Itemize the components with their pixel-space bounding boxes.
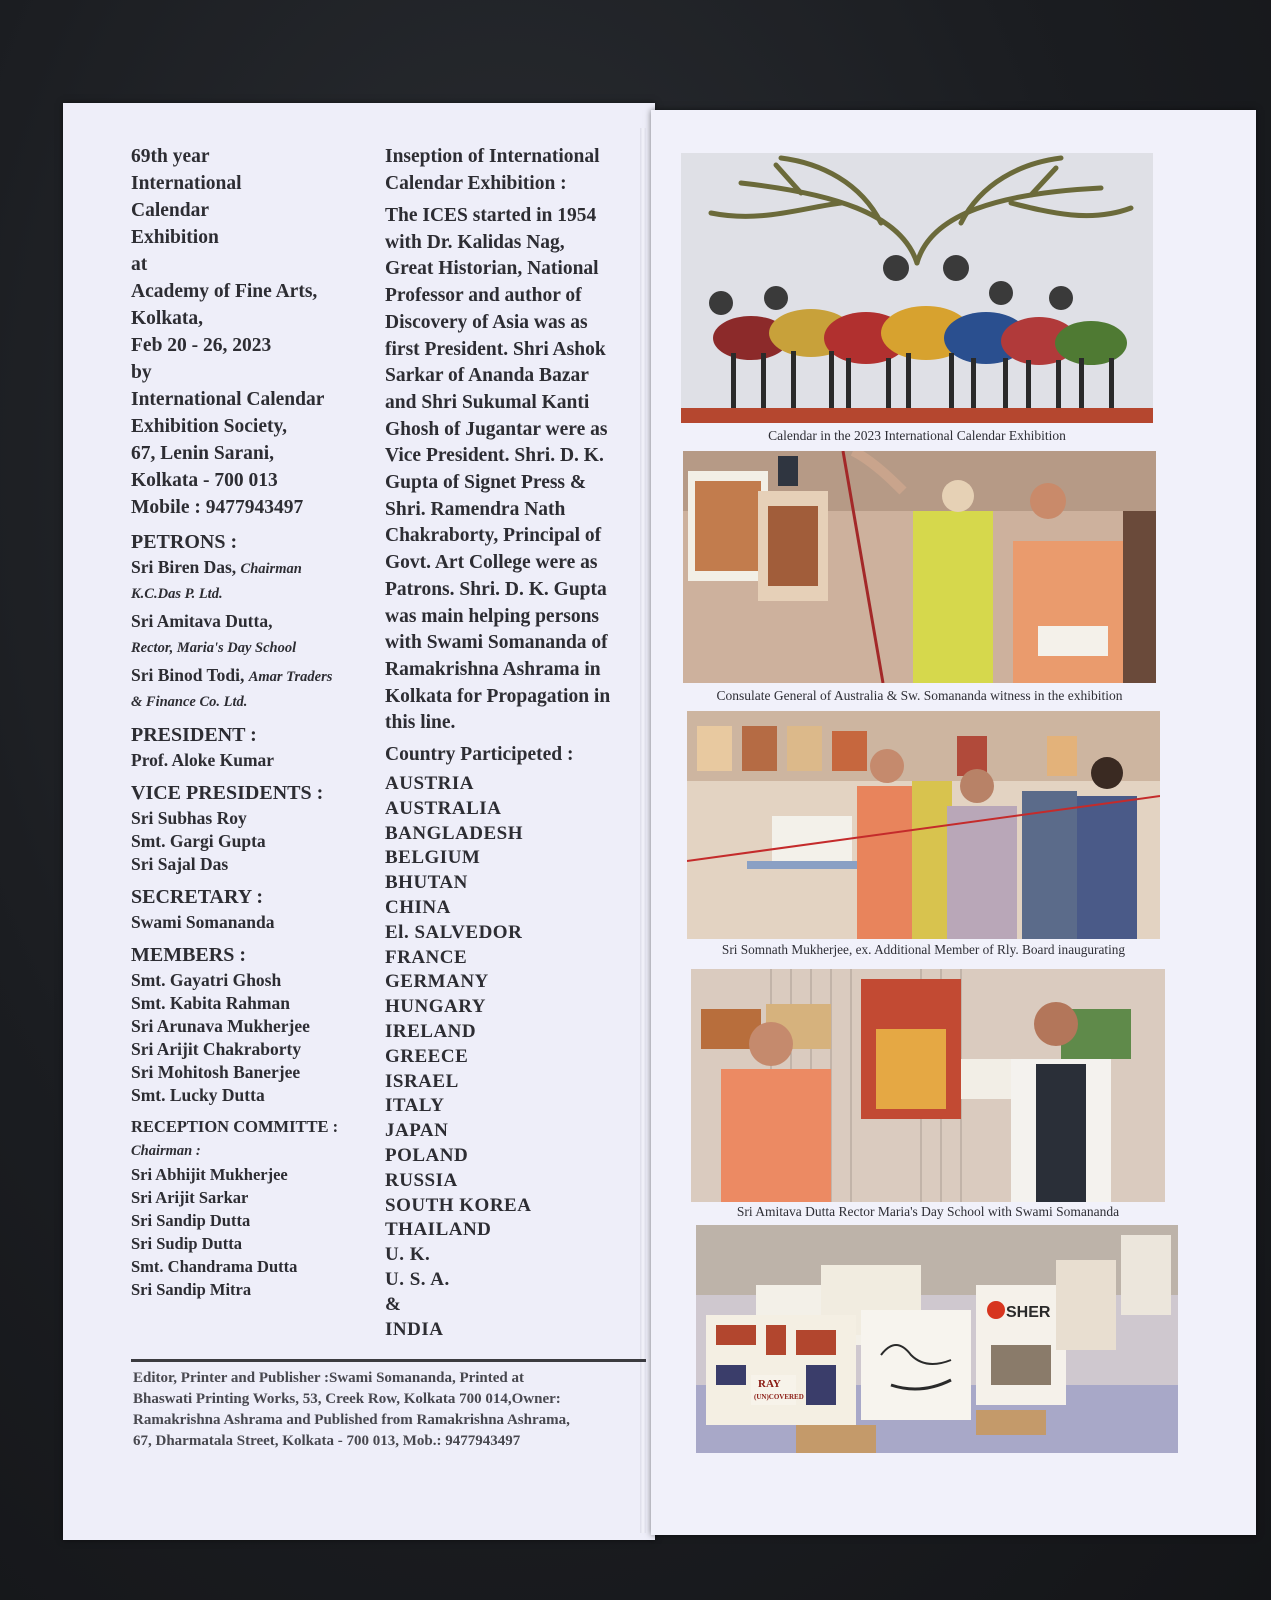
country-item: AUSTRALIA — [385, 797, 502, 819]
country-item: El. SALVEDOR — [385, 921, 523, 943]
info-line: International Calendar — [131, 389, 325, 410]
reception-chair-label: Chairman : — [131, 1143, 201, 1159]
reception-name: Sri Abhijit Mukherjee — [131, 1165, 288, 1184]
country-item: SOUTH KOREA — [385, 1194, 532, 1216]
country-item: ITALY — [385, 1095, 445, 1117]
body-line: Ramakrishna Ashrama in — [385, 658, 601, 680]
info-line: Academy of Fine Arts, — [131, 281, 318, 302]
vice-president-name: Sri Subhas Roy — [131, 808, 247, 828]
vice-president-name: Smt. Gargi Gupta — [131, 831, 266, 851]
photo-caption: Sri Amitava Dutta Rector Maria's Day School with Swami Somananda — [736, 1204, 1120, 1219]
patron-name: Sri Amitava Dutta, — [131, 611, 273, 631]
country-item: AUSTRIA — [385, 773, 475, 795]
deer-painting-photo — [681, 153, 1153, 423]
member-name: Smt. Kabita Rahman — [131, 993, 290, 1013]
body-line: Vice President. Shri. D. K. — [385, 445, 604, 467]
footer-line: Editor, Printer and Publisher :Swami Somananda, Printed at — [133, 1370, 525, 1386]
country-item: GREECE — [385, 1045, 469, 1067]
body-line: this line. — [385, 712, 456, 734]
member-name: Smt. Lucky Dutta — [131, 1085, 265, 1105]
fold-line — [640, 128, 646, 1533]
body-line: Chakraborty, Principal of — [385, 525, 602, 547]
book-title: RAY — [758, 1378, 781, 1390]
patron-name: Sri Biren Das, — [131, 557, 237, 577]
patron-entry — [131, 664, 371, 689]
info-line: by — [131, 362, 152, 383]
body-line: Shri. Ramendra Nath — [385, 498, 566, 520]
book-subtitle: (UN)COVERED — [754, 1393, 804, 1401]
patron-extra: & Finance Co. Ltd. — [131, 694, 248, 710]
history-body — [385, 203, 630, 737]
calendar-brand: SHER — [1006, 1304, 1051, 1321]
consulate-visit-photo — [683, 451, 1156, 683]
country-item: U. K. — [385, 1244, 431, 1266]
country-item: RUSSIA — [385, 1169, 458, 1191]
reception-chair-row — [131, 1138, 371, 1163]
country-item: POLAND — [385, 1145, 469, 1167]
inauguration-photo — [687, 711, 1160, 939]
country-item: INDIA — [385, 1318, 444, 1340]
patrons-heading: PETRONS : — [131, 531, 238, 553]
body-line: Kolkata for Propagation in — [385, 685, 611, 707]
country-item: BANGLADESH — [385, 822, 524, 844]
info-line: 69th year — [131, 146, 210, 167]
country-item: IRELAND — [385, 1021, 477, 1043]
member-name: Smt. Gayatri Ghosh — [131, 970, 282, 990]
country-item: BELGIUM — [385, 847, 481, 869]
country-item: U. S. A. — [385, 1269, 450, 1290]
vice-president-name: Sri Sajal Das — [131, 854, 229, 874]
footer-line: Bhaswati Printing Works, 53, Creek Row, Kolkata 700 014,Owner: — [133, 1391, 561, 1407]
info-line: Kolkata - 700 013 — [131, 470, 278, 491]
reception-name: Sri Sandip Mitra — [131, 1280, 252, 1299]
body-line: Ghosh of Jugantar were as — [385, 418, 608, 440]
patron-extra-row — [131, 635, 371, 660]
reception-name: Sri Arijit Sarkar — [131, 1188, 249, 1207]
country-item: & — [385, 1293, 402, 1315]
body-line: first President. Shri Ashok — [385, 338, 606, 360]
country-item: GERMANY — [385, 971, 489, 993]
info-line: Kolkata, — [131, 308, 204, 329]
reception-name: Sri Sudip Dutta — [131, 1234, 242, 1253]
body-line: Professor and author of — [385, 285, 582, 307]
members-heading: MEMBERS : — [131, 944, 246, 966]
info-line: 67, Lenin Sarani, — [131, 443, 275, 464]
info-line: at — [131, 254, 148, 275]
member-name: Sri Arijit Chakraborty — [131, 1039, 302, 1059]
country-list — [385, 772, 630, 1342]
patron-entry — [131, 556, 371, 581]
calendar-display-photo — [696, 1225, 1178, 1453]
country-item: FRANCE — [385, 946, 468, 968]
patron-role: Amar Traders — [248, 669, 333, 685]
body-line: The ICES started in 1954 — [385, 205, 597, 226]
history-column — [385, 143, 630, 1342]
body-line: with Dr. Kalidas Nag, — [385, 231, 565, 253]
footer-line: 67, Dharmatala Street, Kolkata - 700 013, Mob.: 9477943497 — [133, 1433, 521, 1449]
country-item: BHUTAN — [385, 872, 468, 894]
body-line: Gupta of Signet Press & — [385, 472, 587, 494]
president-name: Prof. Aloke Kumar — [131, 750, 275, 770]
photo-caption: Consulate General of Australia & Sw. Somananda witness in the exhibition — [716, 688, 1123, 703]
info-line: Calendar — [131, 200, 209, 221]
reception-name: Sri Sandip Dutta — [131, 1211, 251, 1230]
info-line: Exhibition Society, — [131, 416, 288, 437]
patron-entry — [131, 610, 371, 635]
info-line: Exhibition — [131, 227, 219, 248]
patron-extra: Rector, Maria's Day School — [131, 640, 297, 656]
photo-caption: Calendar in the 2023 International Calendar Exhibition — [768, 428, 1066, 443]
secretary-name: Swami Somananda — [131, 912, 275, 932]
body-line: and Shri Sukumal Kanti — [385, 391, 590, 413]
president-heading: PRESIDENT : — [131, 724, 257, 746]
history-heading: Inseption of International — [385, 146, 600, 167]
photo-caption: Sri Somnath Mukherjee, ex. Additional Member of Rly. Board inaugurating — [721, 942, 1126, 957]
body-line: Govt. Art College were as — [385, 552, 598, 574]
country-item: ISRAEL — [385, 1070, 459, 1092]
info-line: Feb 20 - 26, 2023 — [131, 335, 272, 356]
country-item: JAPAN — [385, 1120, 449, 1142]
patron-extra-row — [131, 689, 371, 714]
country-item: HUNGARY — [385, 996, 486, 1018]
body-line: was main helping persons — [385, 605, 600, 627]
publisher-footer — [133, 1368, 643, 1452]
reception-heading: RECEPTION COMMITTE : — [131, 1117, 339, 1136]
info-line: Mobile : 9477943497 — [131, 497, 304, 518]
body-line: Patrons. Shri. D. K. Gupta — [385, 578, 607, 600]
patron-name: Sri Binod Todi, — [131, 665, 245, 685]
committee-column — [131, 143, 371, 1301]
member-name: Sri Arunava Mukherjee — [131, 1016, 310, 1036]
member-name: Sri Mohitosh Banerjee — [131, 1062, 301, 1082]
country-item: THAILAND — [385, 1219, 492, 1241]
patron-extra: K.C.Das P. Ltd. — [131, 586, 223, 602]
reception-name: Smt. Chandrama Dutta — [131, 1257, 298, 1276]
body-line: Sarkar of Ananda Bazar — [385, 365, 589, 387]
exhibition-info — [131, 143, 371, 521]
info-line: International — [131, 173, 242, 194]
body-line: Great Historian, National — [385, 258, 599, 280]
patron-role: Chairman — [240, 561, 302, 577]
footer-line: Ramakrishna Ashrama and Published from Ramakrishna Ashrama, — [133, 1412, 570, 1428]
secretary-heading: SECRETARY : — [131, 886, 264, 908]
vice-presidents-heading: VICE PRESIDENTS : — [131, 782, 324, 804]
countries-heading: Country Participeted : — [385, 744, 574, 766]
rector-visit-photo — [691, 969, 1165, 1202]
country-item: CHINA — [385, 897, 451, 919]
history-heading: Calendar Exhibition : — [385, 173, 567, 194]
footer-divider — [131, 1359, 646, 1362]
body-line: with Swami Somananda of — [385, 632, 608, 654]
body-line: Discovery of Asia was as — [385, 311, 588, 333]
patron-extra-row — [131, 581, 371, 606]
